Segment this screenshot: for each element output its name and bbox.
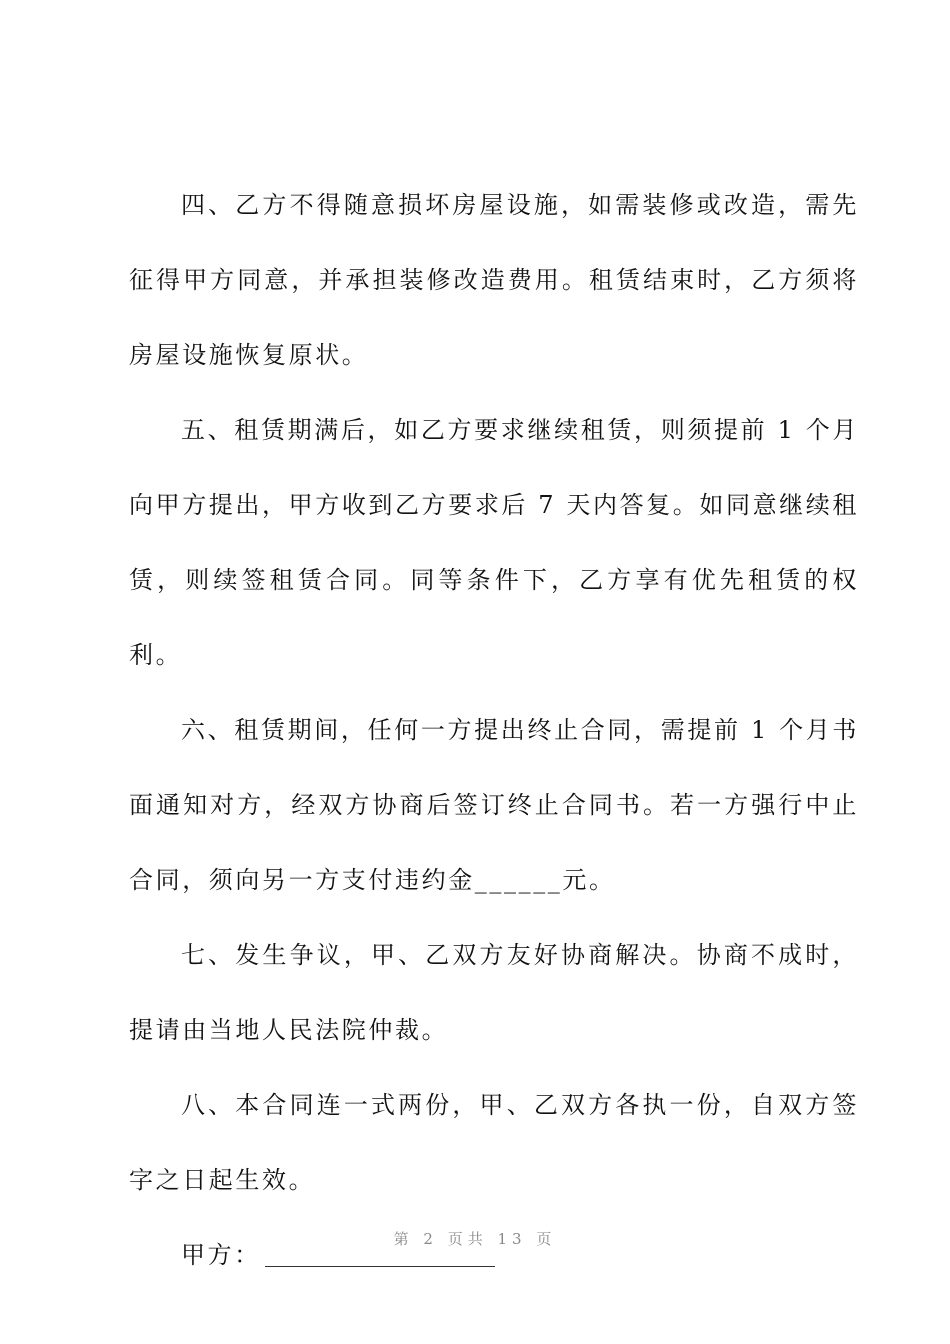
clause-seven: 七、发生争议，甲、乙双方友好协商解决。协商不成时，提请由当地人民法院仲裁。 bbox=[129, 941, 859, 1044]
party-a-signature-line bbox=[265, 1265, 495, 1267]
footer-middle: 页共 bbox=[447, 1230, 488, 1248]
party-a-label: 甲方： bbox=[181, 1241, 261, 1269]
footer-prefix: 第 bbox=[393, 1230, 414, 1248]
footer-total-pages: 13 bbox=[497, 1230, 527, 1248]
clause-four: 四、乙方不得随意损坏房屋设施，如需装修或改造，需先征得甲方同意，并承担装修改造费用。租赁结束时，乙方须将房屋设施恢复原状。 bbox=[129, 191, 859, 369]
page-footer bbox=[0, 1228, 950, 1249]
footer-page-number: 2 bbox=[423, 1230, 438, 1248]
footer-suffix: 页 bbox=[536, 1230, 557, 1248]
clause-eight: 八、本合同连一式两份，甲、乙双方各执一份，自双方签字之日起生效。 bbox=[129, 1091, 859, 1194]
document-body bbox=[129, 168, 859, 1293]
clause-six: 六、租赁期间，任何一方提出终止合同，需提前 1 个月书面通知对方，经双方协商后签订终止合同书。若一方强行中止合同，须向另一方支付违约金______元。 bbox=[129, 716, 859, 894]
clause-five: 五、租赁期满后，如乙方要求继续租赁，则须提前 1 个月向甲方提出，甲方收到乙方要求后 7 天内答复。如同意继续租赁，则续签租赁合同。同等条件下，乙方享有优先租赁的权利。 bbox=[129, 416, 859, 669]
